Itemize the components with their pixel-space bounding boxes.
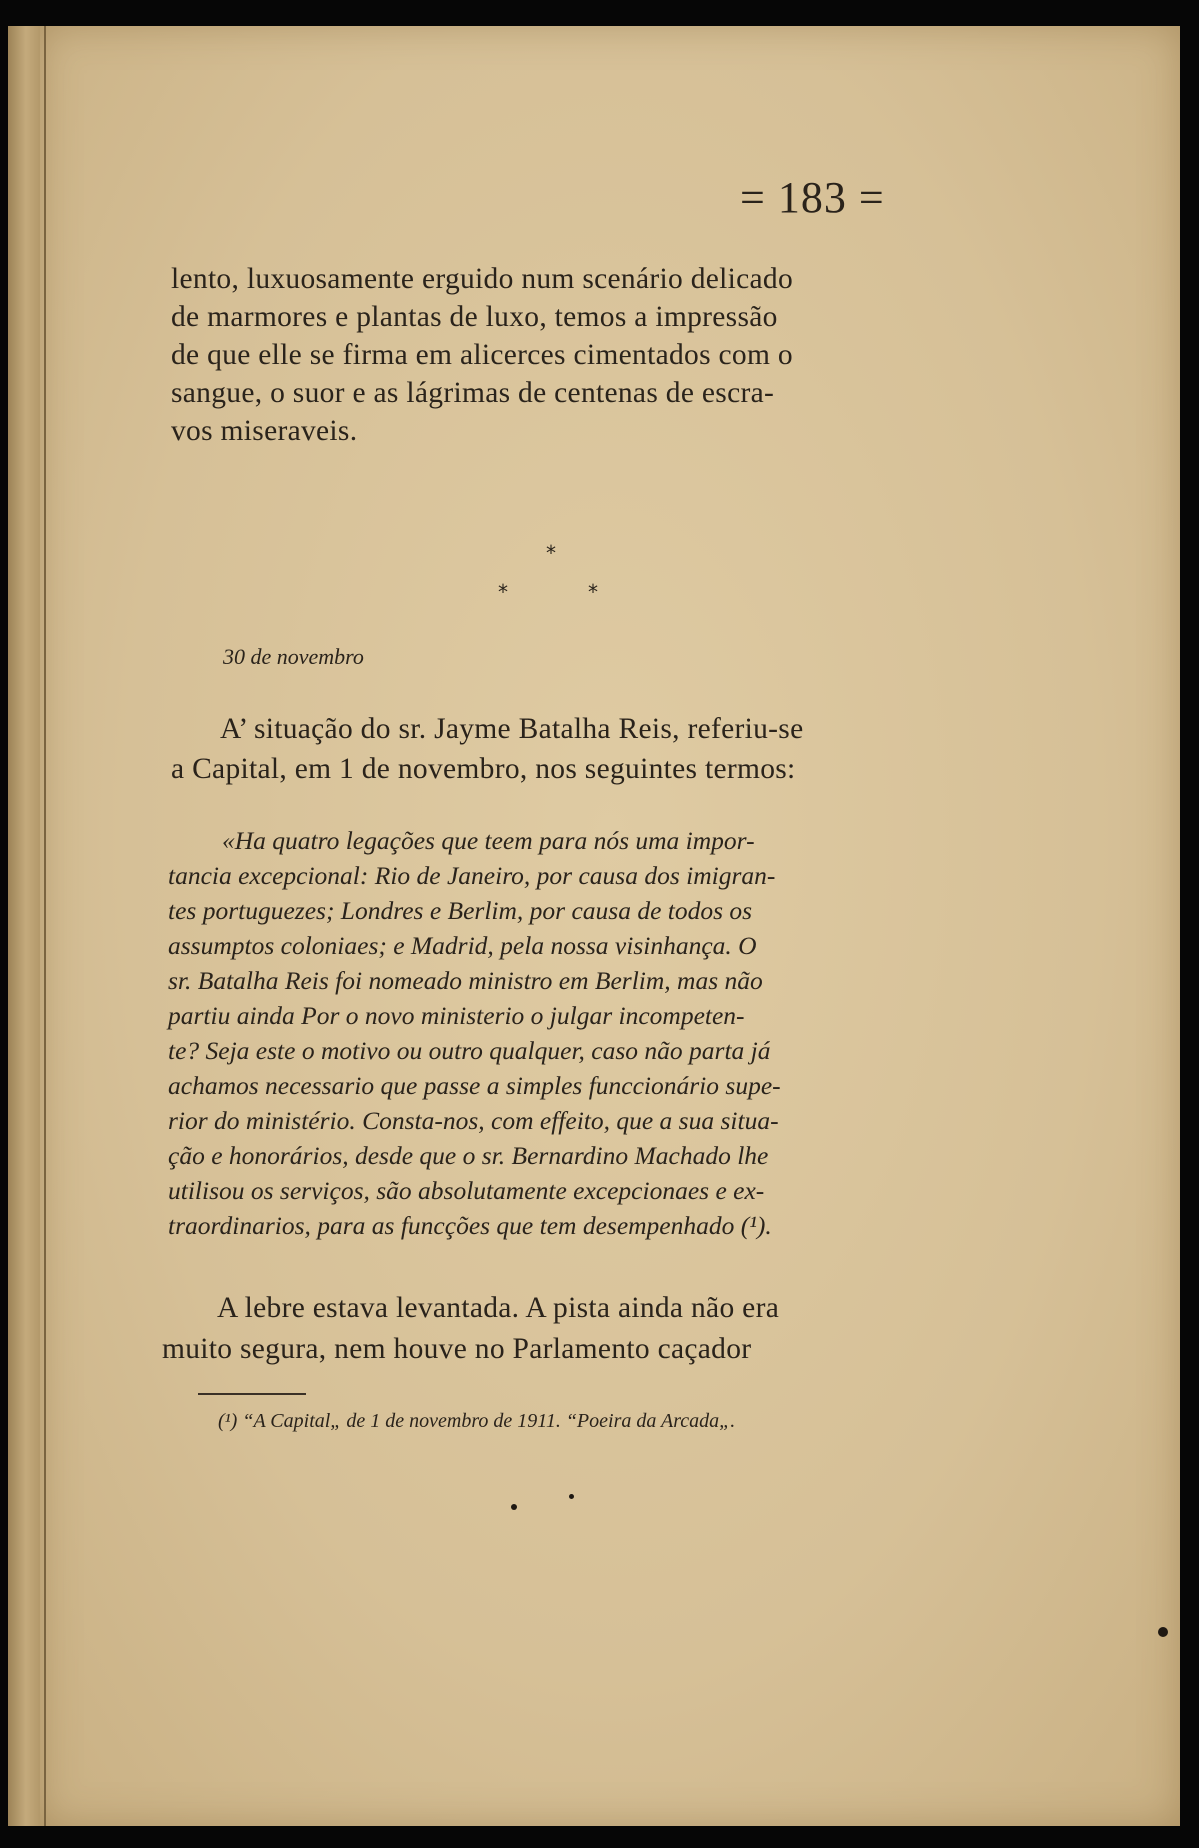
quote-line: assumptos coloniaes; e Madrid, pela nossa visinhança. O (168, 931, 757, 960)
section-asterisk: * (498, 580, 508, 604)
paragraph-line: a Capital, em 1 de novembro, nos seguintes termos: (171, 753, 796, 785)
quote-line: achamos necessario que passe a simples funccionário supe- (168, 1071, 781, 1100)
paragraph-line: lento, luxuosamente erguido num scenário delicado (171, 263, 794, 295)
footnote-rule (198, 1393, 306, 1395)
footnote: (¹) “A Capital„ de 1 de novembro de 1911. “Poeira da Arcada„. (218, 1410, 736, 1432)
section-asterisk: * (588, 580, 598, 604)
quote-line: rior do ministério. Consta-nos, com effeito, que a sua situa- (168, 1106, 779, 1135)
paragraph-line: A lebre estava levantada. A pista ainda não era (217, 1292, 780, 1324)
ink-speck (569, 1494, 574, 1499)
ink-speck (1158, 1627, 1168, 1637)
quote-line: tes portuguezes; Londres e Berlim, por causa de todos os (168, 896, 753, 925)
paragraph-line: A’ situação do sr. Jayme Batalha Reis, referiu-se (220, 713, 804, 745)
paragraph-line: vos miseraveis. (171, 415, 358, 447)
paragraph-line: de que elle se firma em alicerces cimentados com o (171, 339, 793, 371)
ink-speck (511, 1504, 517, 1510)
gutter-line (44, 26, 46, 1826)
paragraph-line: muito segura, nem houve no Parlamento caçador (162, 1333, 752, 1365)
paper-sheet (40, 26, 1180, 1826)
quote-line: sr. Batalha Reis foi nomeado ministro em Berlim, mas não (168, 966, 763, 995)
quote-line: tancia excepcional: Rio de Janeiro, por causa dos imigran- (168, 861, 776, 890)
quote-line: utilisou os serviços, são absolutamente excepcionaes e ex- (168, 1176, 765, 1205)
section-asterisk: * (546, 541, 556, 565)
paragraph-line: sangue, o suor e as lágrimas de centenas de escra- (171, 377, 775, 409)
quote-line: traordinarios, para as funcções que tem desempenhado (¹). (168, 1211, 772, 1240)
quote-line: te? Seja este o motivo ou outro qualquer, caso não parta já (168, 1036, 771, 1065)
paragraph-line: de marmores e plantas de luxo, temos a impressão (171, 301, 778, 333)
quote-line: partiu ainda Por o novo ministerio o julgar incompeten- (168, 1001, 745, 1030)
page-number: = 183 = (740, 173, 885, 222)
quote-line: «Ha quatro legações que teem para nós uma impor- (222, 826, 755, 855)
dateline: 30 de novembro (223, 644, 364, 669)
quote-line: ção e honorários, desde que o sr. Bernardino Machado lhe (168, 1141, 769, 1170)
